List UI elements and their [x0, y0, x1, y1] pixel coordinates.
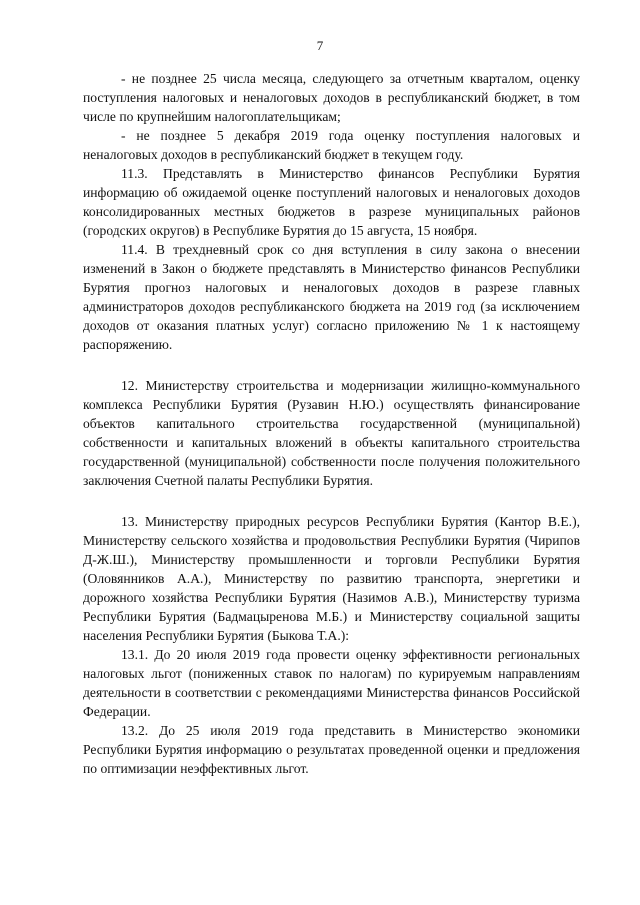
paragraph-11-4: 11.4. В трехдневный срок со дня вступления в силу закона о внесении изменений в Закон о бюджете представлять в Министерство финансов Республики Бурятия прогноз налоговых и неналоговых доходов в разрезе главных администраторов доходов республиканского бюджета на 2019 год (за исключением доходов от оказания платных услуг) согласно приложению № 1 к настоящему распоряжению. — [83, 242, 580, 352]
page-number: 7 — [316, 38, 324, 53]
paragraph-reporting-deadline-december: - не позднее 5 декабря 2019 года оценку поступления налоговых и неналоговых доходов в республиканский бюджет в текущем году. — [83, 128, 580, 162]
paragraph-reporting-deadline-quarterly: - не позднее 25 числа месяца, следующего за отчетным кварталом, оценку поступления налоговых и неналоговых доходов в республиканский бюджет, в том числе по крупнейшим налогоплательщикам; — [83, 71, 580, 124]
section-spacer — [83, 354, 580, 376]
paragraph-13-1: 13.1. До 20 июля 2019 года провести оценку эффективности региональных налоговых льгот (пониженных ставок по налогам) по курируемым направлениям деятельности в соответствии с рекомендациями Министерства финансов Российской Федерации. — [83, 647, 580, 719]
paragraph-13: 13. Министерству природных ресурсов Республики Бурятия (Кантор В.Е.), Министерству сельского хозяйства и продовольствия Республики Бурятия (Чирипов Д-Ж.Ш.), Министерству промышленности и торговли Республики Бурятия (Оловянников А.А.), Министерству по развитию транспорта, энергетики и дорожного хозяйства Республики Бурятия (Назимов А.В.), Министерству туризма Республики Бурятия (Бадмацыренова М.Б.) и Министерству социальной защиты населения Республики Бурятия (Быкова Т.А.): — [83, 514, 580, 643]
document-body — [83, 69, 580, 778]
paragraph-13-2: 13.2. До 25 июля 2019 года представить в Министерство экономики Республики Бурятия информацию о результатах проведенной оценки и предложения по оптимизации неэффективных льгот. — [83, 723, 580, 776]
section-spacer — [83, 490, 580, 512]
paragraph-12: 12. Министерству строительства и модернизации жилищно-коммунального комплекса Республики Бурятия (Рузавин Н.Ю.) осуществлять финансирование объектов капитального строительства государственной (муниципальной) собственности и капитальных вложений в объекты капитального строительства государственной (муниципальной) собственности после получения положительного заключения Счетной палаты Республики Бурятия. — [83, 378, 580, 488]
paragraph-11-3: 11.3. Представлять в Министерство финансов Республики Бурятия информацию об ожидаемой оценке поступлений налоговых и неналоговых доходов консолидированных местных бюджетов в разрезе муниципальных районов (городских округов) в Республике Бурятия до 15 августа, 15 ноября. — [83, 166, 580, 238]
